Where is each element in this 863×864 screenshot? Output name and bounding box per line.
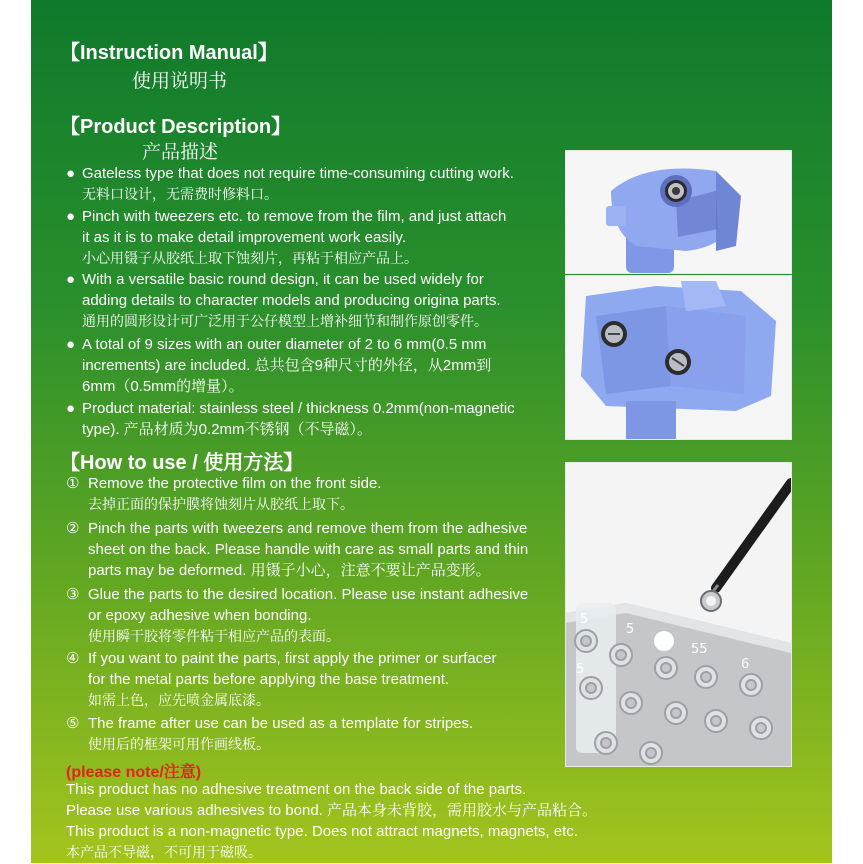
etched-sheet-image	[566, 463, 791, 766]
bullet-glyph: ●	[66, 271, 76, 288]
step-text-cn: 如需上色，应先喷金属底漆。	[88, 693, 270, 709]
bullet-glyph: ●	[66, 336, 76, 353]
note-line: Please use various adhesives to bond. 产品本身未背胶，需用胶水与产品粘合。	[66, 802, 598, 819]
bullet-text: Product material: stainless steel / thickness 0.2mm(non-magnetic	[82, 400, 515, 417]
bullet-item	[66, 334, 491, 397]
product-photo-etched-sheet	[565, 462, 792, 767]
step-text-cn: 去掉正面的保护膜将蚀刻片从胶纸上取下。	[88, 497, 354, 513]
bullet-text: 6mm（0.5mm的增量）。	[82, 378, 244, 395]
sheet-label: 55	[691, 642, 708, 657]
step-item	[66, 713, 473, 756]
step-item	[66, 648, 497, 712]
bullet-item	[66, 206, 506, 270]
bullet-text: adding details to character models and producing origina parts.	[82, 292, 501, 309]
product-description-heading-cn: 产品描述	[142, 142, 219, 163]
bullet-text: A total of 9 sizes with an outer diameter of 2 to 6 mm(0.5 mm	[82, 336, 487, 353]
robot-model-image	[566, 276, 791, 439]
note-line: This product has no adhesive treatment on the back side of the parts.	[66, 781, 527, 798]
robot-model-image	[566, 151, 791, 273]
how-to-use-heading: 【How to use / 使用方法】	[60, 452, 304, 474]
note-line: This product is a non-magnetic type. Does not attract magnets, magnets, etc.	[66, 823, 578, 840]
bullet-text: type). 产品材质为0.2mm不锈钢（不导磁）。	[82, 421, 373, 438]
bullet-text-cn: 无料口设计，无需费时修料口。	[82, 187, 278, 203]
step-number: ⑤	[66, 715, 80, 732]
step-text: If you want to paint the parts, first apply the primer or surfacer	[88, 650, 497, 667]
step-number: ④	[66, 650, 80, 667]
sheet-label: 5	[626, 622, 635, 637]
step-text: Pinch the parts with tweezers and remove them from the adhesive	[88, 520, 528, 537]
step-number: ③	[66, 586, 80, 603]
step-text-cn: 使用后的框架可用作画线板。	[88, 737, 270, 753]
step-text: sheet on the back. Please handle with care as small parts and thin	[88, 541, 529, 558]
bullet-text: With a versatile basic round design, it can be used widely for	[82, 271, 484, 288]
product-photo-torso	[565, 275, 792, 440]
bullet-glyph: ●	[66, 400, 76, 417]
sheet-label: 5	[576, 662, 585, 677]
bullet-item	[66, 269, 501, 333]
note-heading: (please note/注意)	[66, 764, 202, 781]
bullet-text-cn: 通用的圆形设计可广泛用于公仔模型上增补细节和制作原创零件。	[82, 314, 488, 330]
step-text: parts may be deformed. 用镊子小心，注意不要让产品变形。	[88, 562, 491, 579]
note-line-cn: 本产品不导磁，不可用于磁吸。	[66, 845, 262, 861]
step-text: for the metal parts before applying the base treatment.	[88, 671, 450, 688]
step-number: ②	[66, 520, 80, 537]
bullet-text: it as it is to make detail improvement work easily.	[82, 229, 407, 246]
product-photo-head-top	[565, 150, 792, 274]
step-item	[66, 518, 528, 581]
bullet-text: Gateless type that does not require time-consuming cutting work.	[82, 165, 514, 182]
step-item	[66, 584, 528, 648]
manual-heading-cn: 使用说明书	[132, 71, 228, 92]
bullet-glyph: ●	[66, 165, 76, 182]
step-text: Remove the protective film on the front side.	[88, 475, 382, 492]
bullet-text: Pinch with tweezers etc. to remove from the film, and just attach	[82, 208, 507, 225]
note-text	[66, 779, 597, 864]
bullet-item	[66, 398, 515, 440]
step-text-cn: 使用瞬干胶将零件粘于相应产品的表面。	[88, 629, 340, 645]
step-text: Glue the parts to the desired location. Please use instant adhesive	[88, 586, 529, 603]
bullet-text: increments) are included. 总共包含9种尺寸的外径，从2mm到	[82, 357, 492, 374]
bullet-glyph: ●	[66, 208, 76, 225]
product-description-heading: 【Product Description】	[60, 116, 292, 138]
step-text: or epoxy adhesive when bonding.	[88, 607, 312, 624]
sheet-label: 6	[741, 657, 750, 672]
bullet-item	[66, 163, 514, 206]
step-item	[66, 473, 381, 516]
sheet-label: 5	[580, 612, 589, 627]
step-number: ①	[66, 475, 80, 492]
manual-heading: 【Instruction Manual】	[60, 42, 278, 64]
bullet-text-cn: 小心用镊子从胶纸上取下蚀刻片，再粘于相应产品上。	[82, 251, 418, 267]
step-text: The frame after use can be used as a template for stripes.	[88, 715, 474, 732]
